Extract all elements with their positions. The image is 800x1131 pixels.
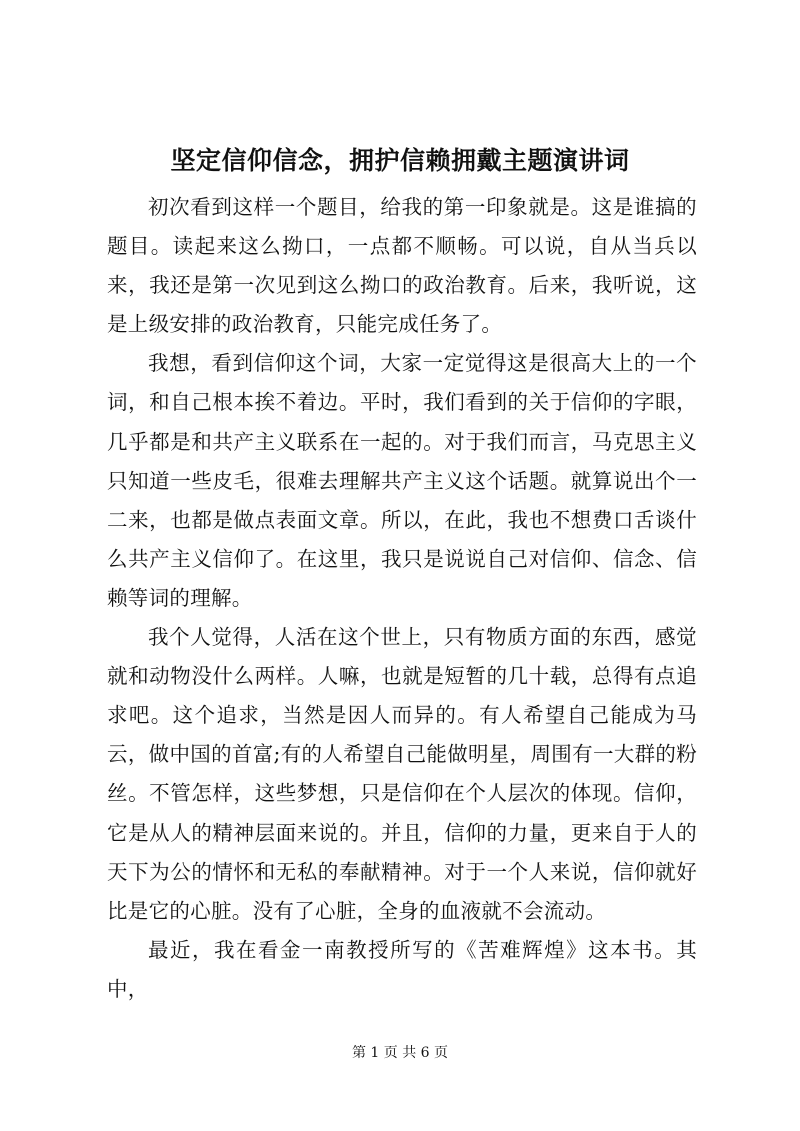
- paragraph-3: 我个人觉得，人活在这个世上，只有物质方面的东西，感觉就和动物没什么两样。人嘛，也就是短暂的几十载，总得有点追求吧。这个追求，当然是因人而异的。有人希望自己能成为马云，做中国的首富;有的人希望自己能做明星，周围有一大群的粉丝。不管怎样，这些梦想，只是信仰在个人层次的体现。信仰，它是从人的精神层面来说的。并且，信仰的力量，更来自于人的天下为公的情怀和无私的奉献精神。对于一个人来说，信仰就好比是它的心脏。没有了心脏，全身的血液就不会流动。: [107, 625, 697, 923]
- page-footer: 第 1 页 共 6 页: [351, 1045, 449, 1061]
- paragraph-1: 初次看到这样一个题目，给我的第一印象就是。这是谁搞的题目。读起来这么拗口，一点都不顺畅。可以说，自从当兵以来，我还是第一次见到这么拗口的政治教育。后来，我听说，这是上级安排的政治教育，只能完成任务了。: [107, 195, 697, 337]
- document-body: [107, 188, 697, 1009]
- paragraph-2: 我想，看到信仰这个词，大家一定觉得这是很高大上的一个词，和自己根本挨不着边。平时，我们看到的关于信仰的字眼，几乎都是和共产主义联系在一起的。对于我们而言，马克思主义只知道一些皮毛，很难去理解共产主义这个话题。就算说出个一二来，也都是做点表面文章。所以，在此，我也不想费口舌谈什么共产主义信仰了。在这里，我只是说说自己对信仰、信念、信赖等词的理解。: [107, 351, 697, 610]
- document-title: 坚定信仰信念，拥护信赖拥戴主题演讲词: [170, 146, 630, 175]
- paragraph-4: 最近，我在看金一南教授所写的《苦难辉煌》这本书。其中，: [107, 937, 697, 1001]
